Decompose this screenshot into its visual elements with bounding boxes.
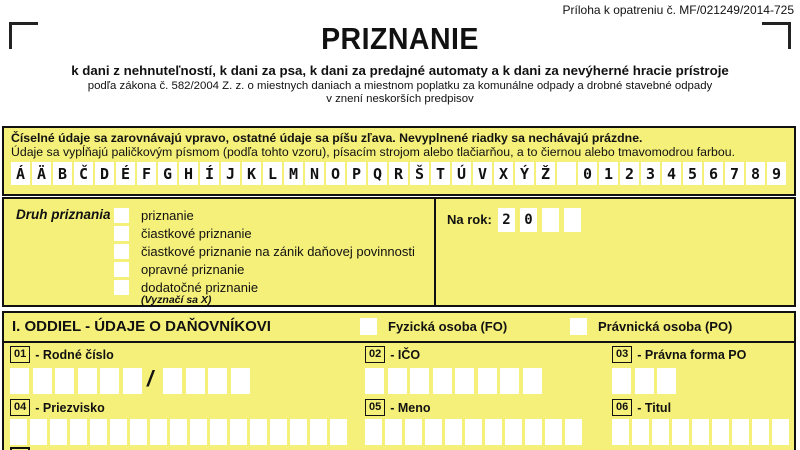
input-cell[interactable] — [565, 419, 582, 445]
field-label-priezvisko — [10, 399, 105, 416]
sample-character-box: D — [95, 162, 114, 185]
sample-character-box: V — [473, 162, 492, 185]
input-cell[interactable] — [10, 368, 29, 394]
input-cell[interactable] — [123, 368, 142, 394]
input-cell[interactable] — [170, 419, 187, 445]
input-cell[interactable] — [772, 419, 789, 445]
pravnicka-osoba-label: Právnická osoba (PO) — [598, 319, 733, 334]
field-label-titul — [612, 399, 671, 416]
sample-character-box: 4 — [662, 162, 681, 185]
sample-character-box — [557, 162, 576, 185]
year-digit-box[interactable]: 2 — [498, 208, 515, 232]
field-number: 03 — [612, 346, 632, 363]
input-cell[interactable] — [385, 419, 402, 445]
mark-with-x-note: (Vyznačí sa X) — [141, 294, 212, 306]
input-cell[interactable] — [33, 368, 52, 394]
sample-character-box: L — [263, 162, 282, 185]
field-number: 06 — [612, 399, 632, 416]
input-cell[interactable] — [545, 419, 562, 445]
rodne-cislo-part1-cells — [10, 368, 142, 394]
year-digit-box[interactable]: 0 — [520, 208, 537, 232]
input-cell[interactable] — [523, 368, 542, 394]
sample-character-row — [11, 162, 787, 185]
sample-character-box: 2 — [620, 162, 639, 185]
input-cell[interactable] — [190, 419, 207, 445]
sample-character-box: 8 — [746, 162, 765, 185]
input-cell[interactable] — [70, 419, 87, 445]
sample-character-box: 3 — [641, 162, 660, 185]
year-digit-box[interactable] — [542, 208, 559, 232]
form-subtitle: k dani z nehnuteľností, k dani za psa, k dani za predajné automaty a k dani za nevýherné hracie prístroje — [71, 63, 729, 78]
sample-character-box: 1 — [599, 162, 618, 185]
form-title: PRIZNANIE — [321, 21, 479, 56]
input-cell[interactable] — [186, 368, 205, 394]
input-cell[interactable] — [455, 368, 474, 394]
field-caption: - Rodné číslo — [35, 347, 114, 362]
sample-character-box: Č — [74, 162, 93, 185]
input-cell[interactable] — [500, 368, 519, 394]
input-cell[interactable] — [478, 368, 497, 394]
declaration-option-label: čiastkové priznanie na zánik daňovej povinnosti — [141, 243, 415, 259]
year-digit-box[interactable] — [564, 208, 581, 232]
attachment-note: Príloha k opatreniu č. MF/021249/2014-725 — [562, 3, 794, 17]
sample-character-box: R — [389, 162, 408, 185]
sample-character-box: 6 — [704, 162, 723, 185]
input-cell[interactable] — [330, 419, 347, 445]
input-cell[interactable] — [270, 419, 287, 445]
input-cell[interactable] — [78, 368, 97, 394]
sample-character-box: Ú — [452, 162, 471, 185]
field-caption: - Titul — [637, 400, 672, 415]
field-caption: - IČO — [390, 347, 421, 362]
sample-character-box: X — [494, 162, 513, 185]
input-cell[interactable] — [712, 419, 729, 445]
instructions-box — [2, 126, 796, 196]
input-cell[interactable] — [365, 419, 382, 445]
sample-character-box: Š — [410, 162, 429, 185]
field-caption: - Meno — [390, 400, 431, 415]
section1-title: I. ODDIEL - ÚDAJE O DAŇOVNÍKOVI — [12, 318, 271, 335]
input-cell[interactable] — [130, 419, 147, 445]
input-cell[interactable] — [90, 419, 107, 445]
titul-cells — [612, 419, 789, 445]
input-cell[interactable] — [410, 368, 429, 394]
meno-cells — [365, 419, 582, 445]
declaration-option-checkbox[interactable] — [114, 244, 129, 259]
year-label: Na rok: — [447, 212, 492, 227]
input-cell[interactable] — [465, 419, 482, 445]
input-cell[interactable] — [388, 368, 407, 394]
declaration-option-label: priznanie — [141, 207, 194, 223]
declaration-option-checkbox[interactable] — [114, 208, 129, 223]
field-caption: - Právna forma PO — [637, 347, 747, 362]
declaration-option-row — [114, 224, 415, 242]
sample-character-box: Ý — [515, 162, 534, 185]
sample-character-box: O — [326, 162, 345, 185]
section1-box — [2, 311, 796, 450]
input-cell[interactable] — [612, 368, 631, 394]
sample-character-box: B — [53, 162, 72, 185]
sample-character-box: 0 — [578, 162, 597, 185]
input-cell[interactable] — [672, 419, 689, 445]
input-cell[interactable] — [612, 419, 629, 445]
input-cell[interactable] — [150, 419, 167, 445]
input-cell[interactable] — [365, 368, 384, 394]
input-cell[interactable] — [425, 419, 442, 445]
vertical-divider — [434, 199, 436, 305]
input-cell[interactable] — [692, 419, 709, 445]
sample-character-box: P — [347, 162, 366, 185]
input-cell[interactable] — [485, 419, 502, 445]
pravna-forma-cells — [612, 368, 676, 394]
field-label-meno — [365, 399, 431, 416]
field-label-rodne-cislo — [10, 346, 114, 363]
input-cell[interactable] — [50, 419, 67, 445]
declaration-option-label: opravné priznanie — [141, 261, 245, 277]
input-cell[interactable] — [10, 419, 27, 445]
input-cell[interactable] — [230, 419, 247, 445]
input-cell[interactable] — [310, 419, 327, 445]
sample-character-box: Á — [11, 162, 30, 185]
sample-character-box: Q — [368, 162, 387, 185]
pravnicka-osoba-checkbox[interactable] — [570, 318, 587, 335]
input-cell[interactable] — [635, 368, 654, 394]
declaration-option-row — [114, 206, 415, 224]
input-cell[interactable] — [732, 419, 749, 445]
input-cell[interactable] — [208, 368, 227, 394]
sample-character-box: Í — [200, 162, 219, 185]
input-cell[interactable] — [657, 368, 676, 394]
declaration-option-checkbox[interactable] — [114, 280, 129, 295]
rodne-cislo-part2-cells — [163, 368, 250, 394]
sample-character-box: T — [431, 162, 450, 185]
input-cell[interactable] — [632, 419, 649, 445]
input-cell[interactable] — [505, 419, 522, 445]
priezvisko-cells — [10, 419, 347, 445]
declaration-option-row — [114, 242, 415, 260]
declaration-option-label: dodatočné priznanie — [141, 279, 259, 295]
sample-character-box: Ž — [536, 162, 555, 185]
input-cell[interactable] — [110, 419, 127, 445]
sample-character-box: H — [179, 162, 198, 185]
declaration-type-box — [2, 197, 796, 307]
sample-character-box: Ä — [32, 162, 51, 185]
input-cell[interactable] — [250, 419, 267, 445]
ico-cells — [365, 368, 542, 394]
declaration-option-checkbox[interactable] — [114, 262, 129, 277]
section1-header — [4, 313, 794, 343]
input-cell[interactable] — [100, 368, 119, 394]
input-cell[interactable] — [231, 368, 250, 394]
fyzicka-osoba-label: Fyzická osoba (FO) — [388, 319, 508, 334]
sample-character-box: J — [221, 162, 240, 185]
input-cell[interactable] — [433, 368, 452, 394]
field-number: 01 — [10, 346, 30, 363]
declaration-type-label: Druh priznania — [16, 207, 111, 222]
field-caption: - Priezvisko — [35, 400, 105, 415]
sample-character-box: 7 — [725, 162, 744, 185]
field-number: 04 — [10, 399, 30, 416]
declaration-type-options — [114, 206, 415, 296]
input-cell[interactable] — [445, 419, 462, 445]
fyzicka-osoba-checkbox[interactable] — [360, 318, 377, 335]
input-cell[interactable] — [290, 419, 307, 445]
input-cell[interactable] — [525, 419, 542, 445]
sample-character-box: É — [116, 162, 135, 185]
input-cell[interactable] — [405, 419, 422, 445]
input-cell[interactable] — [752, 419, 769, 445]
rodne-cislo-separator: / — [147, 366, 154, 391]
year-input-boxes — [498, 208, 581, 232]
input-cell[interactable] — [210, 419, 227, 445]
input-cell[interactable] — [30, 419, 47, 445]
sample-character-box: 9 — [767, 162, 786, 185]
sample-character-box: N — [305, 162, 324, 185]
sample-character-box: K — [242, 162, 261, 185]
instruction-line: Údaje sa vypĺňajú paličkovým písmom (podľa tohto vzoru), písacím strojom alebo tlačiarňou, a to čiernou alebo tmavomodrou farbou. — [11, 145, 735, 159]
sample-character-box: 5 — [683, 162, 702, 185]
law-reference-line1: podľa zákona č. 582/2004 Z. z. o miestnych daniach a miestnom poplatku za komunálne odpady a drobné stavebné odpady — [87, 80, 713, 92]
section1-fields — [4, 343, 794, 450]
declaration-option-checkbox[interactable] — [114, 226, 129, 241]
input-cell[interactable] — [652, 419, 669, 445]
sample-character-box: M — [284, 162, 303, 185]
field-label-ico — [365, 346, 420, 363]
field-label-pravna-forma — [612, 346, 746, 363]
declaration-option-row — [114, 260, 415, 278]
declaration-option-label: čiastkové priznanie — [141, 225, 252, 241]
input-cell[interactable] — [163, 368, 182, 394]
sample-character-box: G — [158, 162, 177, 185]
law-reference-line2: v znení neskorších predpisov — [326, 93, 474, 105]
input-cell[interactable] — [55, 368, 74, 394]
field-number: 02 — [365, 346, 385, 363]
instruction-line-bold: Číselné údaje sa zarovnávajú vpravo, ostatné údaje sa píšu zľava. Nevyplnené riadky sa nechávajú prázdne. — [11, 131, 643, 145]
sample-character-box: F — [137, 162, 156, 185]
field-number: 05 — [365, 399, 385, 416]
